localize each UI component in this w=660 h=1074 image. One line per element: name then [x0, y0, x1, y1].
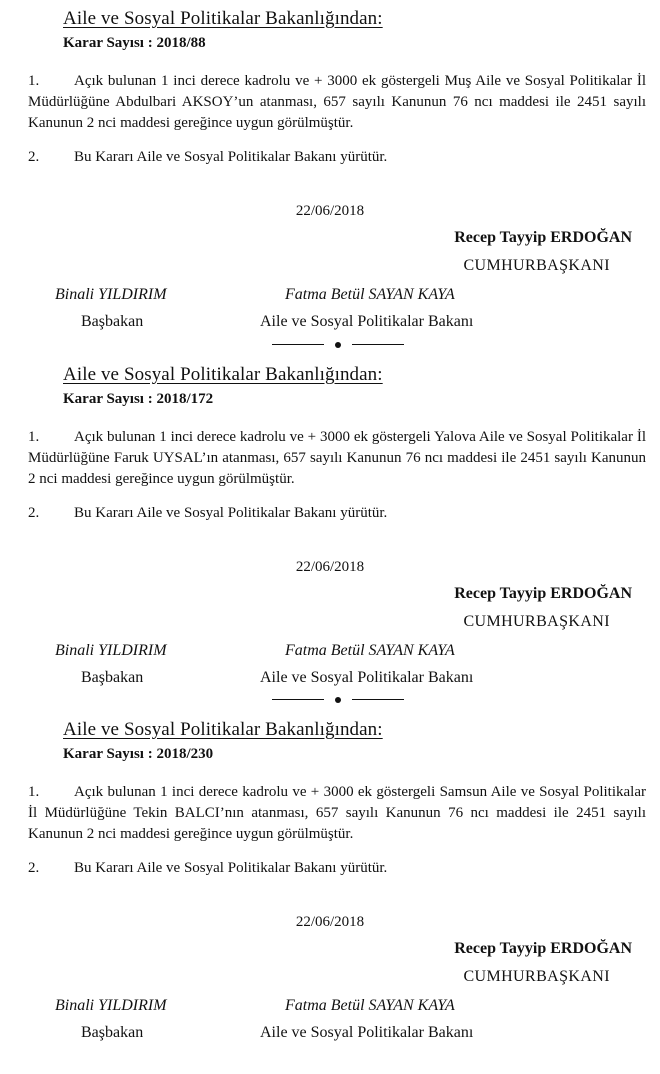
article-2	[28, 860, 388, 877]
article-1-text: Açık bulunan 1 inci derece kadrolu ve + 3000 ek göstergeli Muş Aile ve Sosyal Politikalar İl Müdürlüğüne Abdulbari AKSOY’un atanması, 657 sayılı Kanunun 76 ncı maddesi ile 2451 sayılı Kanunun 2 nci maddesi gereğince uygun görülmüştür.	[28, 73, 646, 131]
decree-3	[0, 719, 660, 1074]
article-1	[28, 71, 646, 134]
president-name: Recep Tayyip ERDOĞAN	[454, 940, 632, 957]
president-title: CUMHURBAŞKANI	[463, 968, 610, 985]
president-title: CUMHURBAŞKANI	[463, 257, 610, 274]
decision-date: 22/06/2018	[295, 914, 365, 930]
minister-title: Aile ve Sosyal Politikalar Bakanı	[260, 1024, 474, 1041]
article-2-text: Bu Kararı Aile ve Sosyal Politikalar Bakanı yürütür.	[74, 860, 388, 876]
article-1-text: Açık bulunan 1 inci derece kadrolu ve + 3000 ek göstergeli Yalova Aile ve Sosyal Politikalar İl Müdürlüğüne Faruk UYSAL’ın atanması, 657 sayılı Kanunun 76 ncı maddesi ile 2451 sayılı Kanunun 2 nci maddesi gereğince uygun görülmüştür.	[28, 429, 646, 487]
article-2-number: 2.	[28, 860, 40, 876]
article-1-text: Açık bulunan 1 inci derece kadrolu ve + 3000 ek göstergeli Samsun Aile ve Sosyal Politikalar İl Müdürlüğüne Tekin BALCI’nın atanması, 657 sayılı Kanunun 76 ncı maddesi ile 2451 sayılı Kanunun 2 nci maddesi gereğince uygun görülmüştür.	[28, 784, 646, 842]
section-separator	[272, 695, 404, 705]
minister-name: Fatma Betül SAYAN KAYA	[285, 286, 455, 303]
ministry-heading: Aile ve Sosyal Politikalar Bakanlığından:	[63, 719, 383, 740]
decision-number: Karar Sayısı : 2018/172	[63, 391, 214, 407]
decree-1	[0, 8, 660, 363]
article-2-text: Bu Kararı Aile ve Sosyal Politikalar Bakanı yürütür.	[74, 505, 388, 521]
article-1-number: 1.	[28, 784, 40, 800]
prime-minister-title: Başbakan	[81, 313, 144, 330]
ministry-heading: Aile ve Sosyal Politikalar Bakanlığından:	[63, 364, 383, 385]
ministry-heading: Aile ve Sosyal Politikalar Bakanlığından:	[63, 8, 383, 29]
article-2-number: 2.	[28, 505, 40, 521]
article-1	[28, 782, 646, 845]
decision-number: Karar Sayısı : 2018/88	[63, 35, 206, 51]
article-2-number: 2.	[28, 149, 40, 165]
article-1-number: 1.	[28, 429, 40, 445]
decree-2	[0, 364, 660, 719]
prime-minister-title: Başbakan	[81, 669, 144, 686]
article-2	[28, 505, 388, 522]
president-name: Recep Tayyip ERDOĞAN	[454, 229, 632, 246]
minister-name: Fatma Betül SAYAN KAYA	[285, 642, 455, 659]
decision-date: 22/06/2018	[295, 559, 365, 575]
minister-name: Fatma Betül SAYAN KAYA	[285, 997, 455, 1014]
article-2-text: Bu Kararı Aile ve Sosyal Politikalar Bakanı yürütür.	[74, 149, 388, 165]
article-2	[28, 149, 388, 166]
prime-minister-title: Başbakan	[81, 1024, 144, 1041]
article-1	[28, 427, 646, 490]
minister-title: Aile ve Sosyal Politikalar Bakanı	[260, 313, 474, 330]
section-separator	[272, 340, 404, 350]
president-name: Recep Tayyip ERDOĞAN	[454, 585, 632, 602]
prime-minister-name: Binali YILDIRIM	[55, 997, 167, 1014]
decision-number: Karar Sayısı : 2018/230	[63, 746, 214, 762]
minister-title: Aile ve Sosyal Politikalar Bakanı	[260, 669, 474, 686]
president-title: CUMHURBAŞKANI	[463, 613, 610, 630]
article-1-number: 1.	[28, 73, 40, 89]
prime-minister-name: Binali YILDIRIM	[55, 286, 167, 303]
decision-date: 22/06/2018	[295, 203, 365, 219]
prime-minister-name: Binali YILDIRIM	[55, 642, 167, 659]
